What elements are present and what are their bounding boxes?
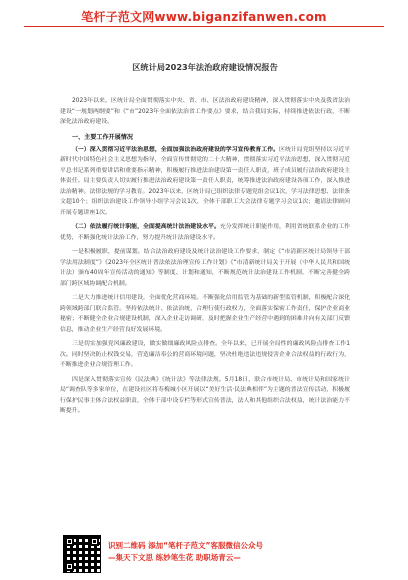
document-body (60, 62, 350, 421)
paragraph-4: 二是大力推进统计信用建设，全面优化营商环境。不断强化信用监管为基础的新型监管机制，积极配合深化跨领域跨部门联合监管。坚持依法统计、依法治统，合理行使行政权力，全面落实保密工作责任，保护企业商业秘密；不断健全企业合规建设机制，深入企业走访调研，及时把握企业生产经营中遇到的困难并向有关部门反馈信息，推动企业生产经营良好发展环境。 (60, 295, 350, 333)
subsection-2-paragraph (60, 222, 350, 243)
qr-corner-marker (90, 537, 99, 546)
paragraph-6: 四是深入贯彻落实宣传《民法典》《统计法》等法律法规。5月18日，联合市统计局、市统计局和国家统计局“调查队等多家单位，在建设社区将寿梅城小区开展以“美好生活·民法典相伴”为主题的普法宣传活动，积极履行保护民事主体合法权益职责，全体干部中设专栏等形式宣传普法，法人和其他组织合法权益，统计法治能力不断提升。 (60, 376, 350, 414)
subsection-1-body: 区统计局党组坚持以习近平新时代中国特色社会主义思想为指导，全面宣传贯彻党的二十大精神，贯彻落实习近平法治思想，深入贯彻习近平总书记系列重要讲话和重要指示精神，积极履行推进法治建设第一责任人职责，班子成员履行法治政府建设主体责任。局主要负责人切实履行推进法治政府建设第一责任人职责，统筹推进法治政府建设各项工作，深入推进法治精神。法律法规的学习教育。2023年以来，区统计局已组织法律专题党组会议1次，学习法律思想、法律条文超10个；组织法治建设工作领导小组学习会议1次，全体干部职工大会法律专题学习会议1次；邀请法律顾问开展专题讲座1次。 (60, 146, 351, 216)
site-header (0, 6, 408, 24)
document-title: 区统计局2023年法治政府建设情况报告 (132, 62, 278, 72)
subsection-1-paragraph (60, 145, 350, 219)
qr-corner-marker (65, 562, 74, 571)
section-heading-1: 一、主要工作开展情况 (72, 133, 133, 141)
footer-text (108, 540, 358, 564)
intro-paragraph: 2023年以来，区统计局全面贯彻落实中央、省、市、区法治政府建设精神，深入贯彻落实中央及我省法治建设“一规划两纲要”和《“市”2023年全面依法治省工作要点》要求，结合我局实际，持续推进依法行政，不断深化法治政府建设。 (60, 98, 350, 125)
subsection-1-heading: （一）深入贯彻习近平法治思想，全面加强法治政府建设的学习宣传教育工作。 (72, 146, 280, 153)
footer-line-2: —集天下文思 练妙笔生花 助职场青云— (108, 553, 241, 562)
subsection-2-heading: （二）依法履行统计职能，全面提高统计法治建设水平。 (72, 224, 220, 230)
qr-corner-marker (65, 537, 74, 546)
paragraph-5: 三是切实加强党风廉政建设，做实做细廉政风险点排查。全年以来，已开展全局性的廉政风险点排查工作1次。同时坚决防止权钱交易，营造廉洁奉公的营商环境问题，坚决杜绝违法违规侵害企业合法权益的行政行为，不断推进企业合规管理工作。 (60, 341, 350, 368)
paragraph-3: 一是积极履职，提前谋划。结合法治政府建设及统计法治建设工作要求，制定《“市清新区统计局领导干部学法用法制度”》《2023年全区统计普法依法治理宣传工作计划》《“市清新统计局关于开展（中华人民共和国统计法）颁布40周年宣传活动的通知》等制度、计划和通知，不断规范统计法治建设工作机制，不断完善健全跨部门跨区域协调配合机制。 (60, 249, 350, 287)
footer-line-1: 识别二维码 添加“笔杆子范文”客服微信公众号 (108, 541, 263, 550)
footer (0, 528, 408, 580)
site-banner-link[interactable]: 笔杆子范文网www.biganzifanwen.com (81, 10, 327, 24)
subsection-2-body: 充分发挥统计职能作用，利用省统联系企业的工作优势，不断强化统计法治工作，努力提升统计法治建设水平。 (60, 224, 351, 241)
qr-code-icon[interactable] (64, 536, 100, 572)
header-divider (24, 26, 384, 27)
